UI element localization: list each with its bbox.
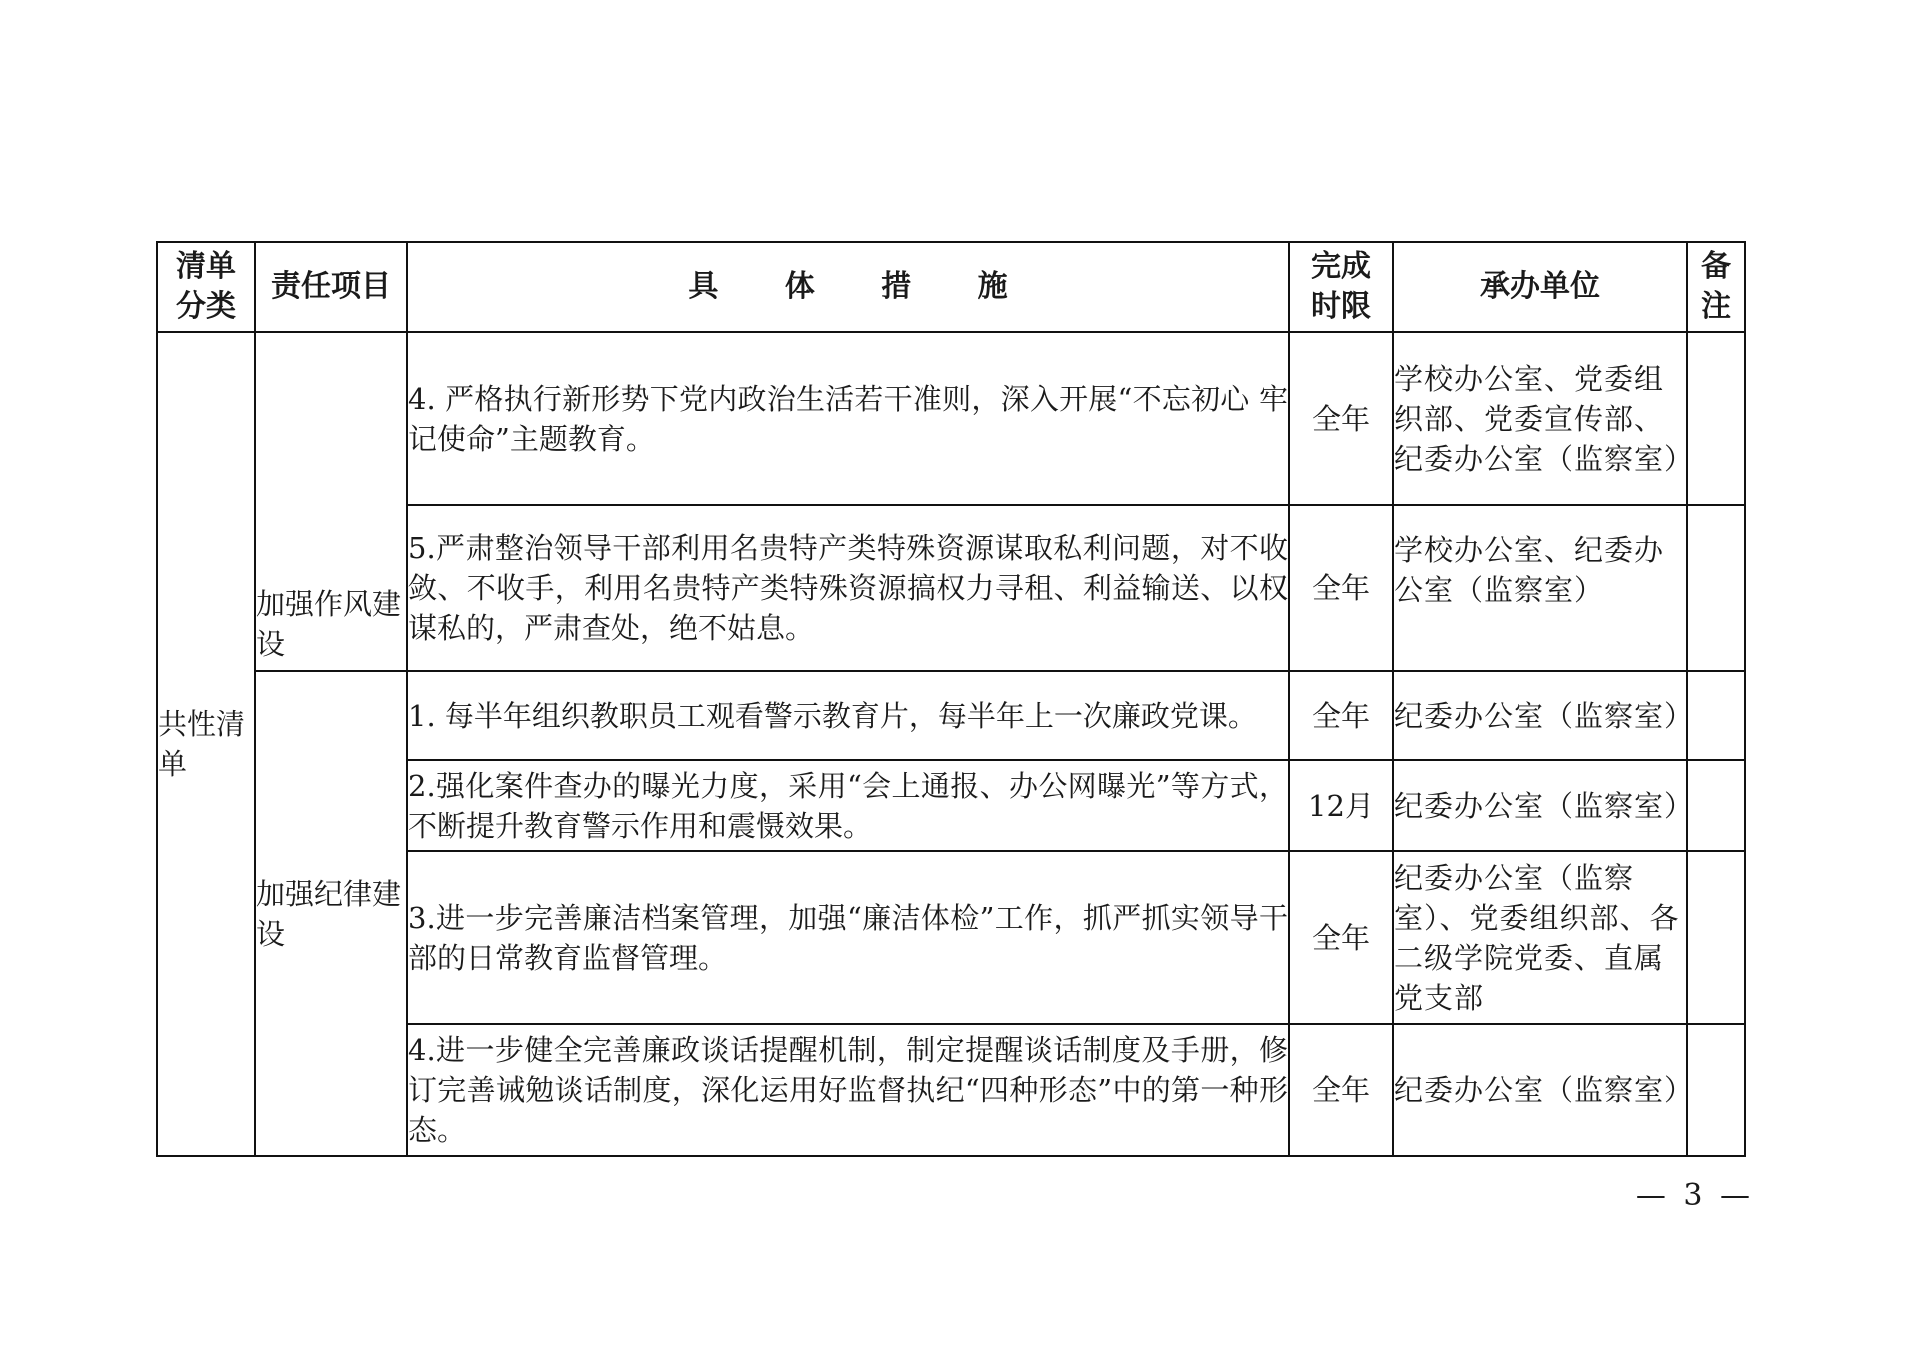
header-deadline: 完成时限 <box>1289 242 1393 332</box>
deadline-cell: 全年 <box>1289 671 1393 760</box>
note-cell <box>1687 671 1745 760</box>
header-measure-label: 具 体 措 施 <box>688 269 1036 304</box>
unit-cell: 纪委办公室（监察室） <box>1393 760 1687 851</box>
unit-cell: 纪委办公室（监察室） <box>1393 1024 1687 1156</box>
deadline-cell: 全年 <box>1289 332 1393 505</box>
header-item: 责任项目 <box>255 242 407 332</box>
unit-cell: 纪委办公室（监察室）、党委组织部、各二级学院党委、直属党支部 <box>1393 851 1687 1024</box>
measure-cell: 1. 每半年组织教职员工观看警示教育片，每半年上一次廉政党课。 <box>407 671 1289 760</box>
category-cell: 共性清单 <box>157 332 255 1156</box>
table-header-row <box>157 242 1745 332</box>
header-category: 清单分类 <box>157 242 255 332</box>
item-cell: 加强纪律建设 <box>255 671 407 1156</box>
measure-cell: 2.强化案件查办的曝光力度，采用“会上通报、办公网曝光”等方式，不断提升教育警示作用和震慑效果。 <box>407 760 1289 851</box>
document-table-area <box>156 241 1744 1159</box>
table-row <box>157 671 1745 760</box>
header-note: 备注 <box>1687 242 1745 332</box>
unit-cell: 纪委办公室（监察室） <box>1393 671 1687 760</box>
note-cell <box>1687 1024 1745 1156</box>
page-number: — 3 — <box>1635 1178 1754 1213</box>
note-cell <box>1687 851 1745 1024</box>
item-cell: 加强作风建设 <box>255 332 407 671</box>
responsibility-list-table <box>156 241 1746 1157</box>
deadline-cell: 全年 <box>1289 505 1393 671</box>
measure-cell: 4. 严格执行新形势下党内政治生活若干准则，深入开展“不忘初心 牢记使命”主题教育。 <box>407 332 1289 505</box>
unit-cell: 学校办公室、纪委办公室（监察室） <box>1393 505 1687 671</box>
note-cell <box>1687 505 1745 671</box>
measure-cell: 3.进一步完善廉洁档案管理，加强“廉洁体检”工作，抓严抓实领导干部的日常教育监督管理。 <box>407 851 1289 1024</box>
deadline-cell: 全年 <box>1289 1024 1393 1156</box>
note-cell <box>1687 332 1745 505</box>
unit-cell: 学校办公室、党委组织部、党委宣传部、纪委办公室（监察室） <box>1393 332 1687 505</box>
measure-cell: 5.严肃整治领导干部利用名贵特产类特殊资源谋取私利问题，对不收敛、不收手，利用名贵特产类特殊资源搞权力寻租、利益输送、以权谋私的，严肃查处，绝不姑息。 <box>407 505 1289 671</box>
header-unit: 承办单位 <box>1393 242 1687 332</box>
note-cell <box>1687 760 1745 851</box>
header-measure <box>407 242 1289 332</box>
measure-cell: 4.进一步健全完善廉政谈话提醒机制，制定提醒谈话制度及手册，修订完善诫勉谈话制度，深化运用好监督执纪“四种形态”中的第一种形态。 <box>407 1024 1289 1156</box>
deadline-cell: 12月 <box>1289 760 1393 851</box>
deadline-cell: 全年 <box>1289 851 1393 1024</box>
table-row <box>157 332 1745 505</box>
